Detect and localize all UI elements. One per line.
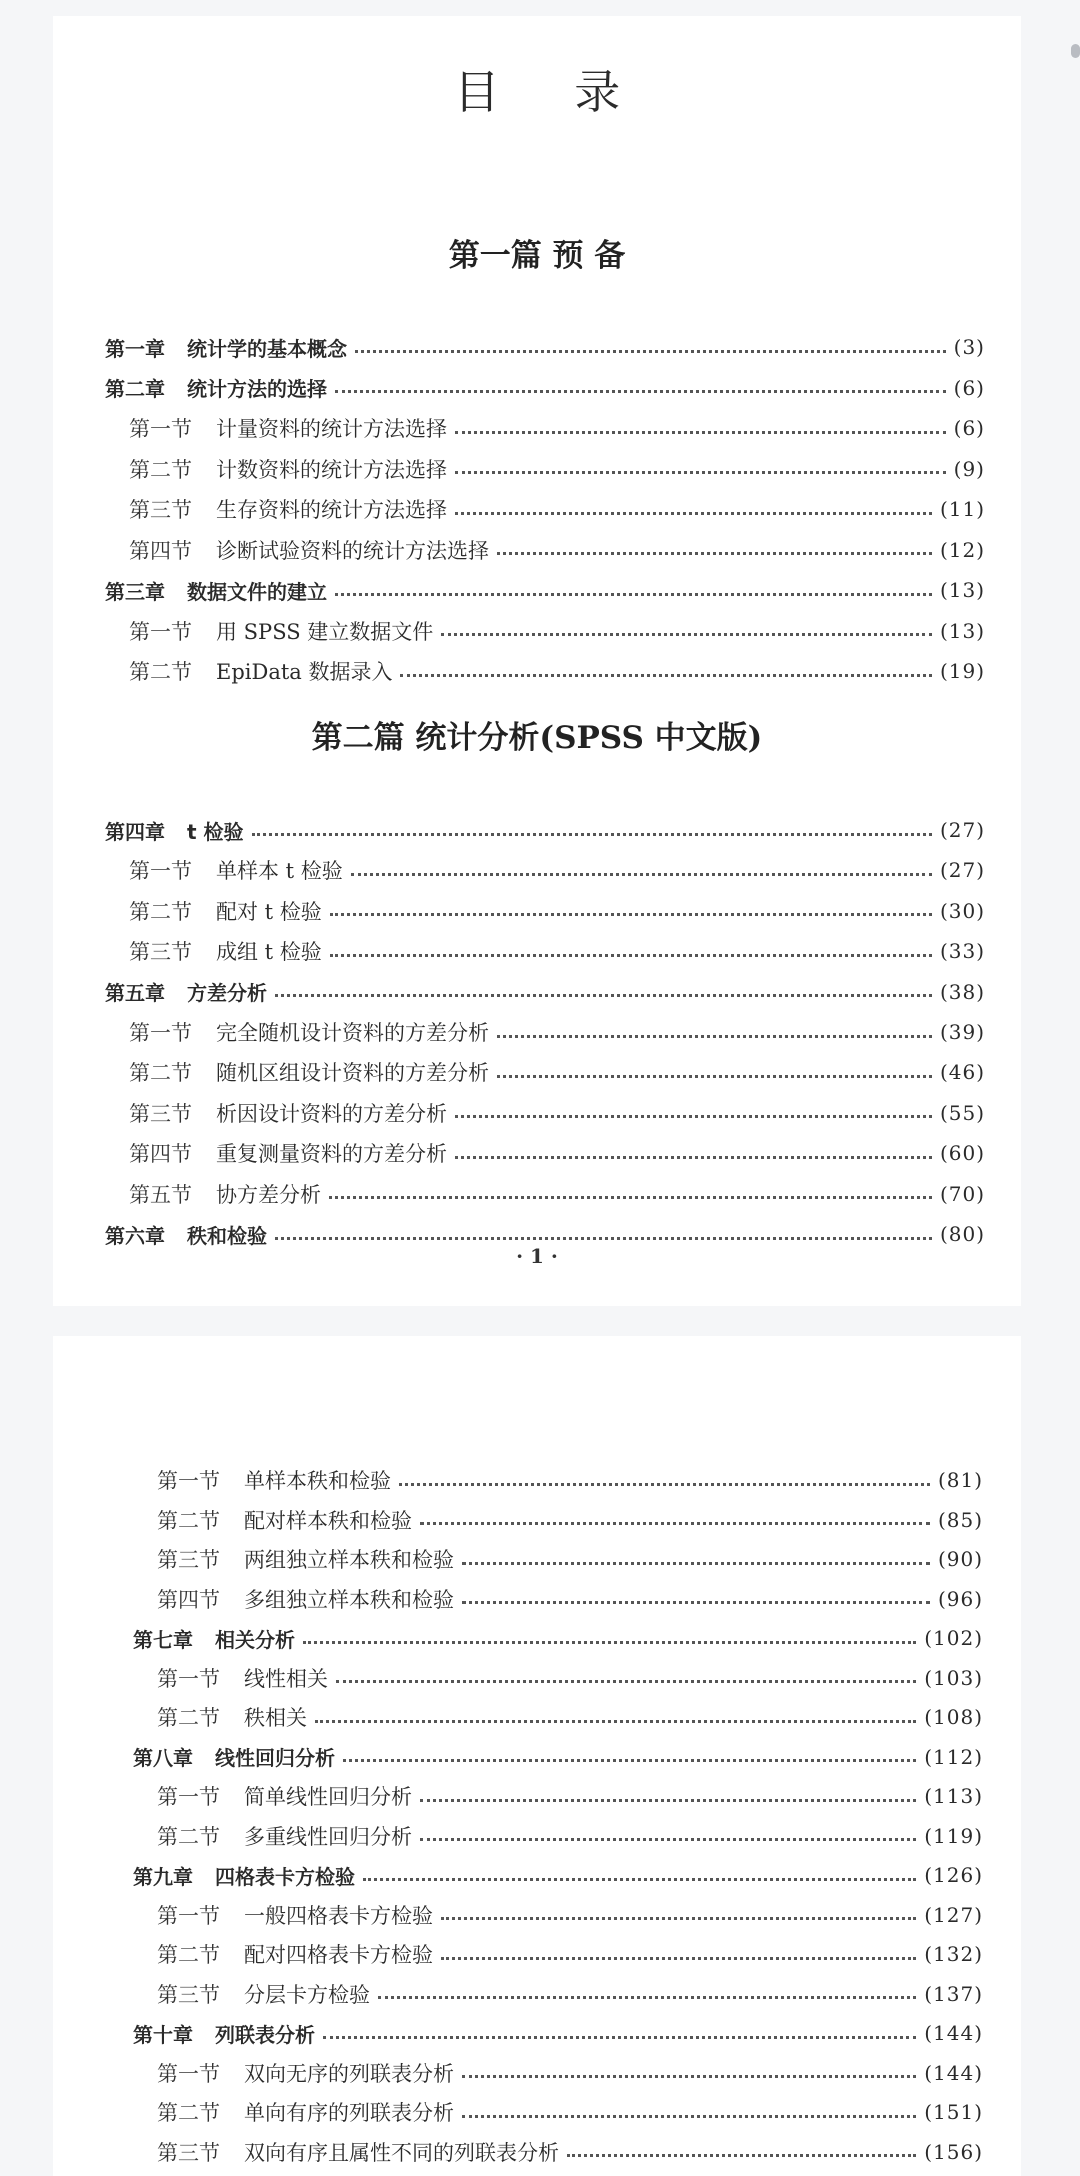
- entry-page: (11): [939, 497, 985, 521]
- entry-page: (6): [953, 416, 985, 440]
- toc-page-1: [53, 16, 1021, 1306]
- entry-page: (127): [924, 1902, 983, 1927]
- toc-section-entry: [133, 1974, 983, 2014]
- entry-number: 第二节: [157, 2101, 220, 2125]
- toc-section-entry: [133, 1934, 983, 1974]
- toc-section-entry: [133, 1697, 983, 1737]
- entry-number: 第二节: [157, 1508, 220, 1533]
- entry-number: 第一节: [129, 417, 192, 441]
- entry-page: (102): [924, 1626, 983, 1650]
- dot-leader: [335, 593, 932, 596]
- entry-number: 第九章: [133, 1864, 193, 1889]
- entry-page: (81): [937, 1468, 983, 1492]
- toc-section-entry: [105, 931, 985, 971]
- toc-section-entry: [105, 1012, 985, 1052]
- toc-chapter-entry: [133, 2013, 983, 2053]
- entry-page: (9): [953, 456, 985, 481]
- entry-title: t 检验: [187, 819, 244, 844]
- entry-title: 重复测量资料的方差分析: [216, 1142, 447, 1167]
- entry-title: 线性回归分析: [215, 1746, 335, 1770]
- page-number: · 1 ·: [516, 1244, 558, 1268]
- entry-title: 秩和检验: [187, 1223, 267, 1248]
- entry-page: (27): [939, 858, 985, 883]
- toc-section-entry: [105, 408, 985, 448]
- entry-page: (85): [937, 1507, 983, 1532]
- entry-number: 第二节: [157, 1824, 220, 1849]
- toc-chapter-entry: [133, 1855, 983, 1895]
- entry-number: 第四章: [105, 819, 165, 844]
- entry-title: 单样本秩和检验: [244, 1469, 391, 1493]
- dot-leader: [315, 1720, 916, 1723]
- entry-page: (6): [953, 375, 985, 400]
- entry-number: 第一节: [157, 1785, 220, 1809]
- entry-number: 第一节: [129, 859, 192, 884]
- toc-chapter-entry: [105, 570, 985, 610]
- entry-title: 线性相关: [244, 1666, 328, 1691]
- entry-title: 完全随机设计资料的方差分析: [216, 1021, 489, 1045]
- dot-leader: [303, 1641, 916, 1644]
- dot-leader: [363, 1878, 916, 1881]
- toc-section-entry: [105, 850, 985, 890]
- entry-number: 第三节: [129, 498, 192, 522]
- entry-page: (13): [939, 618, 985, 643]
- dot-leader: [329, 1196, 932, 1199]
- toc-chapter-entry: [133, 1618, 983, 1658]
- entry-number: 第四节: [129, 1142, 192, 1167]
- entry-title: 协方差分析: [216, 1182, 321, 1207]
- toc-chapter-entry: [105, 327, 985, 367]
- dot-leader: [343, 1759, 916, 1762]
- entry-title: 单向有序的列联表分析: [244, 2101, 454, 2125]
- entry-page: (108): [924, 1705, 983, 1729]
- entry-number: 第五节: [129, 1182, 192, 1207]
- entry-page: (132): [924, 1942, 983, 1966]
- entry-number: 第二节: [129, 457, 192, 482]
- dot-leader: [420, 1799, 916, 1802]
- dot-leader: [378, 1996, 916, 1999]
- dot-leader: [497, 552, 932, 555]
- entry-page: (151): [924, 2100, 983, 2124]
- dot-leader: [462, 1601, 930, 1604]
- dot-leader: [330, 954, 932, 957]
- toc-section-entry: [133, 1895, 983, 1935]
- dot-leader: [441, 633, 932, 636]
- dot-leader: [455, 1156, 932, 1159]
- entry-number: 第一节: [129, 619, 192, 644]
- dot-leader: [455, 512, 932, 515]
- entry-page: (3): [953, 335, 985, 359]
- dot-leader: [323, 2036, 916, 2039]
- toc-chapter-entry: [133, 1737, 983, 1777]
- toc-section-entry: [133, 1776, 983, 1816]
- entry-number: 第三章: [105, 579, 165, 604]
- entry-title: 配对 t 检验: [216, 899, 322, 924]
- part-title-2: 第二篇 统计分析(SPSS 中文版): [311, 720, 763, 756]
- entry-page: (46): [939, 1060, 985, 1085]
- toc-section-entry: [105, 611, 985, 651]
- entry-number: 第二节: [157, 1943, 220, 1967]
- entry-page: (60): [939, 1141, 985, 1166]
- entry-page: (38): [939, 979, 985, 1004]
- entry-number: 第三节: [129, 940, 192, 965]
- toc-section-entry: [133, 1460, 983, 1500]
- entry-title: 配对样本秩和检验: [244, 1508, 412, 1533]
- entry-number: 第一节: [157, 2061, 220, 2086]
- entry-page: (13): [939, 578, 985, 602]
- toc-section-entry: [133, 2053, 983, 2093]
- toc-section-entry: [105, 530, 985, 570]
- entry-page: (39): [939, 1020, 985, 1044]
- entry-title: 配对四格表卡方检验: [244, 1943, 433, 1967]
- toc-section-entry: [133, 1579, 983, 1619]
- toc-section-entry: [133, 2092, 983, 2132]
- entry-number: 第一节: [129, 1021, 192, 1045]
- entry-title: 相关分析: [215, 1627, 295, 1652]
- entry-page: (80): [939, 1222, 985, 1246]
- dot-leader: [462, 1562, 930, 1565]
- entry-number: 第三节: [157, 1548, 220, 1572]
- entry-page: (30): [939, 898, 985, 923]
- toc-section-entry: [105, 489, 985, 529]
- entry-title: 统计学的基本概念: [187, 336, 347, 361]
- toc-section-entry: [105, 1093, 985, 1133]
- entry-title: 多组独立样本秩和检验: [244, 1587, 454, 1612]
- entry-number: 第一章: [105, 336, 165, 361]
- entry-title: 数据文件的建立: [187, 579, 327, 604]
- dot-leader: [462, 2115, 916, 2118]
- dot-leader: [420, 1838, 916, 1841]
- entry-title: 多重线性回归分析: [244, 1824, 412, 1849]
- entry-number: 第五章: [105, 981, 165, 1006]
- entry-number: 第四节: [157, 1587, 220, 1612]
- entry-number: 第六章: [105, 1223, 165, 1248]
- entry-page: (70): [939, 1181, 985, 1206]
- toc-section-entry: [133, 2132, 983, 2172]
- entry-page: (33): [939, 939, 985, 964]
- toc-section-entry: [105, 1133, 985, 1173]
- entry-title: 统计方法的选择: [187, 377, 327, 401]
- dot-leader: [355, 350, 946, 353]
- toc-section-entry: [133, 1539, 983, 1579]
- entry-number: 第一节: [157, 1903, 220, 1928]
- dot-leader: [497, 1075, 932, 1078]
- entry-number: 第四节: [129, 538, 192, 563]
- entry-title: 列联表分析: [215, 2022, 315, 2047]
- entry-number: 第三节: [129, 1101, 192, 1126]
- entry-page: (90): [937, 1547, 983, 1571]
- entry-page: (119): [924, 1823, 983, 1848]
- entry-page: (144): [924, 2021, 983, 2045]
- entry-page: (112): [924, 1744, 983, 1769]
- entry-title: 成组 t 检验: [216, 940, 322, 965]
- entry-title: 析因设计资料的方差分析: [216, 1101, 447, 1126]
- scrollbar-thumb[interactable]: [1071, 44, 1080, 58]
- entry-number: 第十章: [133, 2022, 193, 2047]
- toc-section-entry: [133, 1500, 983, 1540]
- toc-section-entry: [133, 1658, 983, 1698]
- dot-leader: [330, 913, 932, 916]
- entry-number: 第一节: [157, 1666, 220, 1691]
- entry-title: 方差分析: [187, 981, 267, 1006]
- dot-leader: [455, 471, 946, 474]
- dot-leader: [335, 390, 946, 393]
- dot-leader: [351, 873, 932, 876]
- entry-page: (156): [924, 2139, 983, 2164]
- dot-leader: [455, 1115, 932, 1118]
- toc-section-entry: [105, 891, 985, 931]
- dot-leader: [441, 1957, 916, 1960]
- entry-number: 第二节: [129, 660, 192, 684]
- dot-leader: [441, 1917, 916, 1920]
- entry-number: 第二节: [129, 899, 192, 924]
- dot-leader: [497, 1035, 932, 1038]
- part-title-1: 第一篇 预 备: [448, 238, 626, 274]
- toc-section-entry: [105, 651, 985, 691]
- entry-page: (144): [924, 2060, 983, 2085]
- entry-number: 第二节: [157, 1706, 220, 1730]
- entry-page: (96): [937, 1586, 983, 1611]
- entry-page: (103): [924, 1665, 983, 1690]
- entry-title: 分层卡方检验: [244, 1982, 370, 2007]
- entry-title: 两组独立样本秩和检验: [244, 1548, 454, 1572]
- entry-number: 第二节: [129, 1061, 192, 1086]
- dot-leader: [275, 1237, 932, 1240]
- toc-page-2: [53, 1336, 1021, 2176]
- entry-title: 生存资料的统计方法选择: [216, 498, 447, 522]
- entry-title: 秩相关: [244, 1706, 307, 1730]
- toc-section-entry: [133, 1816, 983, 1856]
- entry-number: 第三节: [157, 1982, 220, 2007]
- toc-chapter-entry: [105, 972, 985, 1012]
- toc-chapter-entry: [105, 810, 985, 850]
- entry-title: 简单线性回归分析: [244, 1785, 412, 1809]
- toc-title: 目 录: [453, 65, 651, 119]
- entry-page: (12): [939, 537, 985, 562]
- toc-section-entry: [105, 1052, 985, 1092]
- entry-title: 计数资料的统计方法选择: [216, 457, 447, 482]
- entry-title: 双向无序的列联表分析: [244, 2061, 454, 2086]
- dot-leader: [455, 431, 946, 434]
- entry-number: 第二章: [105, 377, 165, 401]
- entry-page: (126): [924, 1863, 983, 1887]
- entry-page: (113): [924, 1784, 983, 1808]
- entry-title: 单样本 t 检验: [216, 859, 343, 884]
- entry-title: 随机区组设计资料的方差分析: [216, 1061, 489, 1086]
- entry-number: 第一节: [157, 1469, 220, 1493]
- dot-leader: [462, 2075, 916, 2078]
- dot-leader: [567, 2154, 916, 2157]
- entry-number: 第三节: [157, 2140, 220, 2165]
- entry-title: 一般四格表卡方检验: [244, 1903, 433, 1928]
- dot-leader: [420, 1522, 930, 1525]
- entry-page: (27): [939, 818, 985, 842]
- entry-page: (19): [939, 659, 985, 683]
- entry-title: 计量资料的统计方法选择: [216, 417, 447, 441]
- entry-title: 用 SPSS 建立数据文件: [216, 619, 434, 644]
- entry-number: 第八章: [133, 1746, 193, 1770]
- dot-leader: [400, 674, 931, 677]
- entry-title: 四格表卡方检验: [215, 1864, 355, 1889]
- entry-page: (137): [924, 1981, 983, 2006]
- dot-leader: [336, 1680, 916, 1683]
- entry-page: (55): [939, 1100, 985, 1125]
- dot-leader: [399, 1483, 930, 1486]
- toc-chapter-entry: [105, 368, 985, 408]
- entry-title: 诊断试验资料的统计方法选择: [216, 538, 489, 563]
- entry-title: 双向有序且属性不同的列联表分析: [244, 2140, 559, 2165]
- toc-section-entry: [105, 449, 985, 489]
- entry-number: 第七章: [133, 1627, 193, 1652]
- dot-leader: [275, 994, 932, 997]
- dot-leader: [252, 833, 932, 836]
- entry-title: EpiData 数据录入: [216, 660, 393, 684]
- toc-section-entry: [105, 1174, 985, 1214]
